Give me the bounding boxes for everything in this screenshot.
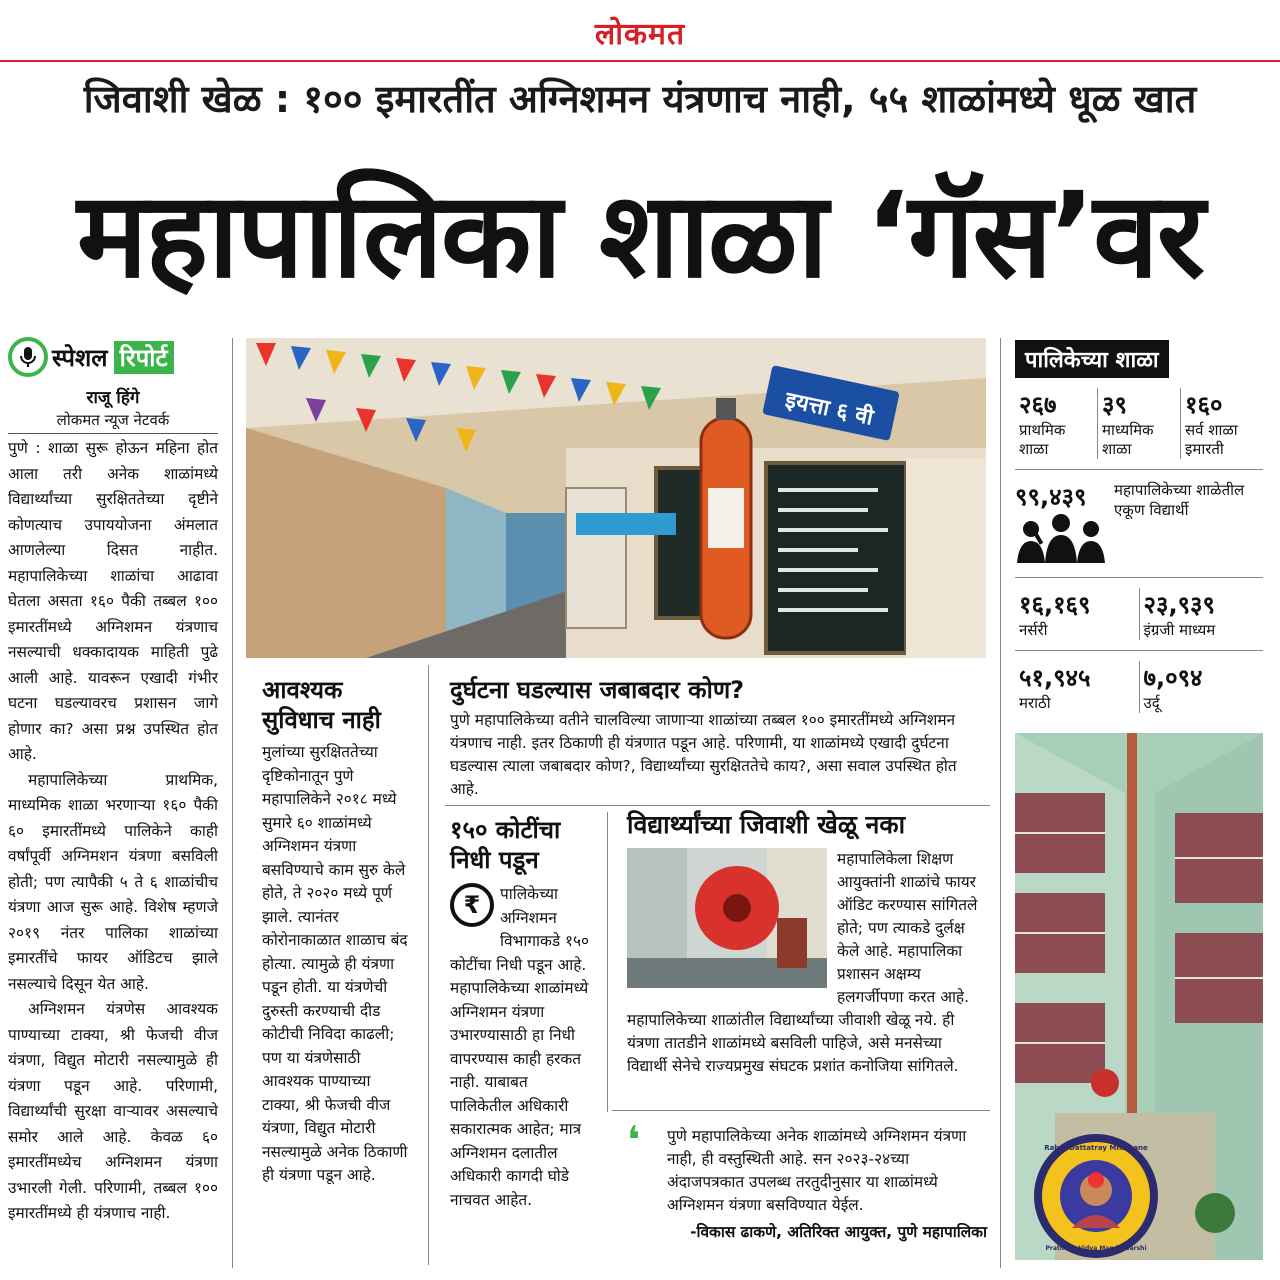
stat-label: प्राथमिक शाळा [1019, 421, 1066, 458]
stat-value: ३९ [1102, 391, 1127, 419]
news-network-credit: लोकमत न्यूज नेटवर्क [8, 410, 218, 434]
microphone-icon [8, 337, 48, 377]
accident-section [450, 675, 980, 801]
main-headline: महापालिका शाळा ‘गॅस’वर [76, 166, 1204, 304]
stats-title: पालिकेच्या शाळा [1015, 340, 1169, 378]
stat-all-buildings [1180, 388, 1263, 459]
stat-value: ७,०९४ [1143, 664, 1203, 692]
lead-paragraph: महापालिकेच्या प्राथमिक, माध्यमिक शाळा भरणाऱ्या १६० पैकी ६० इमारतींमध्ये पालिकेने काही वर्षांपूर्वी अग्निमशन यंत्रणा बसविली होती; पण त्यापैकी ५ ते ६ शाळांचीच यंत्रणा आज सुरू आहे. विशेष म्हणजे २०१९ नंतर पालिका शाळांच्या इमारतींचे फायर ऑडिटच झाले नसल्याचे दिसून येत आहे. [8, 770, 218, 993]
stat-marathi [1015, 661, 1139, 713]
stat-label: महापालिकेच्या शाळेतील एकूण विद्यार्थी [1114, 481, 1245, 519]
lead-paragraph: अग्निशमन यंत्रणेस आवश्यक पाण्याच्या टाक्या, श्री फेजची वीज यंत्रणा, विद्युत मोटारी नसल्यामुळे ही यंत्रणा पडून आहे. परिणामी, विद्यार्थ्यांची सुरक्षा वाऱ्यावर असल्याचे समोर आले आहे. केवळ ६० इमारतींमध्येच अग्निशमन यंत्रणा उभारली गेली. परिणामी, तब्बल १०० इमारतींमध्ये ही यंत्रणाच नाही. [8, 1000, 218, 1222]
quote-text: पुणे महापालिकेच्या अनेक शाळांमध्ये अग्निशमन यंत्रणा नाही, ही वस्तुस्थिती आहे. सन २०२३-२४च्या अंदाजपत्रकात उपलब्ध तरतुदीनुसार या शाळांमध्ये अग्निशमन यंत्रणा बसविण्यात येईल. [667, 1127, 967, 1214]
stat-label: सर्व शाळा इमारती [1185, 421, 1238, 458]
special-report-badge [8, 335, 218, 379]
column-divider [1000, 338, 1001, 1268]
stat-value: ९९,४३९ [1015, 483, 1087, 511]
stat-value: १६,१६९ [1019, 591, 1091, 619]
facilities-text: मुलांच्या सुरक्षिततेच्या दृष्टिकोनातून पुणे महापालिकेने २०१८ मध्ये सुमारे ६० शाळांमध्ये अग्निशमन यंत्रणा बसविण्याचे काम सुरु केले होते, ते २०२० मध्ये पूर्ण झाले. त्यानंतर कोरोनाकाळात शाळाच बंद होत्या. त्यामुळे ही यंत्रणा पडून होती. या यंत्रणेची दुरुस्ती करण्याची दीड कोटीची निविदा काढली; पण या यंत्रणेसाठी आवश्यक पाण्याच्या टाक्या, श्री फेजची वीज यंत्रणा, विद्युत मोटारी नसल्यामुळे अनेक ठिकाणी ही यंत्रणा पडून आहे. [262, 743, 408, 1184]
column-divider [607, 812, 608, 1112]
badge-word-report: रिपोर्ट [114, 341, 174, 374]
section-divider [612, 1110, 990, 1111]
stat-nursery [1015, 588, 1139, 640]
masthead-rule [0, 60, 1280, 62]
school-stats-panel [1015, 340, 1263, 723]
class-sign-text: इयत्ता ६ वी [783, 387, 876, 431]
lead-article-column [8, 335, 218, 1270]
student-safety-text: महापालिकेला शिक्षण आयुक्तांनी शाळांचे फायर ऑडिट करण्यास सांगितले होते; पण त्याकडे दुर्लक्ष केले आहे. महापालिका प्रशासन अक्षम्य हलगर्जीपणा करत आहे. महापालिकेच्या शाळांतील विद्यार्थ्यांच्या जीवाशी खेळू नये. ही यंत्रणा तातडीने शाळांमध्ये बसविली पाहिजे, असे मनसेच्या विद्यार्थी सेनेचे राज्यप्रमुख संघटक प्रशांत कनोजिया सांगितले. [627, 850, 978, 1075]
stats-row-school-counts [1015, 388, 1263, 470]
stat-english-medium [1139, 588, 1264, 640]
fire-hose-reel-photo [627, 848, 827, 988]
stats-row-nursery-english [1015, 578, 1263, 651]
fund-text: पालिकेच्या अग्निशमन विभागाकडे १५० कोटींचा निधी पडून आहे. महापालिकेच्या शाळांमध्ये अग्निशमन यंत्रणा उभारण्यासाठी हा निधी वापरण्यास काही हरकत नाही. याबाबत पालिकेतील अधिकारी सकारात्मक आहेत; मात्र अग्निशमन दलातील अधिकारी कागदी घोडे नाचवत आहेत. [450, 885, 589, 1209]
accident-heading: दुर्घटना घडल्यास जबाबदार कोण? [450, 676, 745, 704]
seal-name-text: Rahul Dattatray Mhamane [1044, 1144, 1148, 1152]
kicker-headline: जिवाशी खेळ : १०० इमारतींत अग्निशमन यंत्रणाच नाही, ५५ शाळांमध्ये धूळ खात [83, 77, 1197, 121]
newspaper-logo: लोकमत [594, 17, 686, 52]
students-group-icon [1015, 513, 1107, 563]
student-safety-heading: विद्यार्थ्यांच्या जिवाशी खेळू नका [627, 810, 906, 839]
fund-heading: १५० कोटींचा निधी पडून [450, 816, 561, 874]
facilities-heading: आवश्यक सुविधाच नाही [262, 676, 381, 734]
stat-label: माध्यमिक शाळा [1102, 421, 1154, 458]
lead-article-body [8, 436, 218, 1227]
section-divider [445, 805, 990, 806]
column-divider [428, 665, 429, 1265]
fund-section [450, 815, 590, 1212]
student-safety-section [627, 810, 982, 1078]
official-quote [627, 1118, 987, 1244]
stat-total-students [1015, 470, 1263, 578]
stat-primary-schools [1015, 388, 1097, 459]
stat-urdu [1139, 661, 1264, 713]
stat-value: ५१,९४५ [1019, 664, 1091, 692]
lead-paragraph: पुणे : शाळा सुरू होऊन महिना होत आला तरी अनेक शाळांमध्ये विद्यार्थ्यांच्या सुरक्षिततेच्या दृष्टीने कोणत्याच उपाययोजना अंमलात आणलेल्या दिसत नाहीत. महापालिकेच्या शाळांचा आढावा घेतला असता १६० पैकी तब्बल १०० इमारतींमध्ये अग्निशमन यंत्रणाच नसल्याची धक्कादायक माहिती पुढे आली आहे. यावरून एखादी गंभीर घटना घडल्यावरच प्रशासन जागे होणार का? असा प्रश्न उपस्थित होत आहे. [8, 439, 218, 763]
school-corridor-photo [246, 338, 986, 658]
seal-school-text: Prathmik Vidya Mandir Barshi [1045, 1245, 1147, 1252]
stat-value: २६७ [1019, 391, 1057, 419]
column-divider [232, 338, 233, 1268]
stat-value: १६० [1185, 391, 1223, 419]
stat-value: २३,९३९ [1143, 591, 1216, 619]
masthead [0, 0, 1280, 62]
stat-label: नर्सरी [1019, 621, 1048, 639]
quote-attribution: -विकास ढाकणे, अतिरिक्त आयुक्त, पुणे महापालिका [690, 1223, 987, 1241]
teacher-seal-watermark [1032, 1132, 1160, 1260]
rupee-icon: ₹ [450, 883, 494, 927]
quote-mark-icon: ❛ [627, 1118, 641, 1162]
stats-row-marathi-urdu [1015, 651, 1263, 723]
author-byline: राजू हिंगे [86, 388, 140, 408]
accident-text: पुणे महापालिकेच्या वतीने चालविल्या जाणाऱ्या शाळांच्या तब्बल १०० इमारतींमध्ये अग्निशमन यंत्रणाच नाही. इतर ठिकाणी ही यंत्रणात पडून आहे. परिणामी, या शाळांमध्ये एखादी दुर्घटना घडल्यास त्याला जबाबदार कोण?, विद्यार्थ्यांच्या सुरक्षिततेचे काय?, असा सवाल उपस्थित होत आहे. [450, 711, 957, 798]
facilities-section [262, 675, 412, 1188]
badge-word-special: स्पेशल [52, 343, 108, 372]
stat-secondary-schools [1097, 388, 1180, 459]
stat-label: मराठी [1019, 694, 1051, 712]
stat-label: उर्दू [1143, 694, 1160, 712]
stat-label: इंग्रजी माध्यम [1143, 621, 1216, 639]
